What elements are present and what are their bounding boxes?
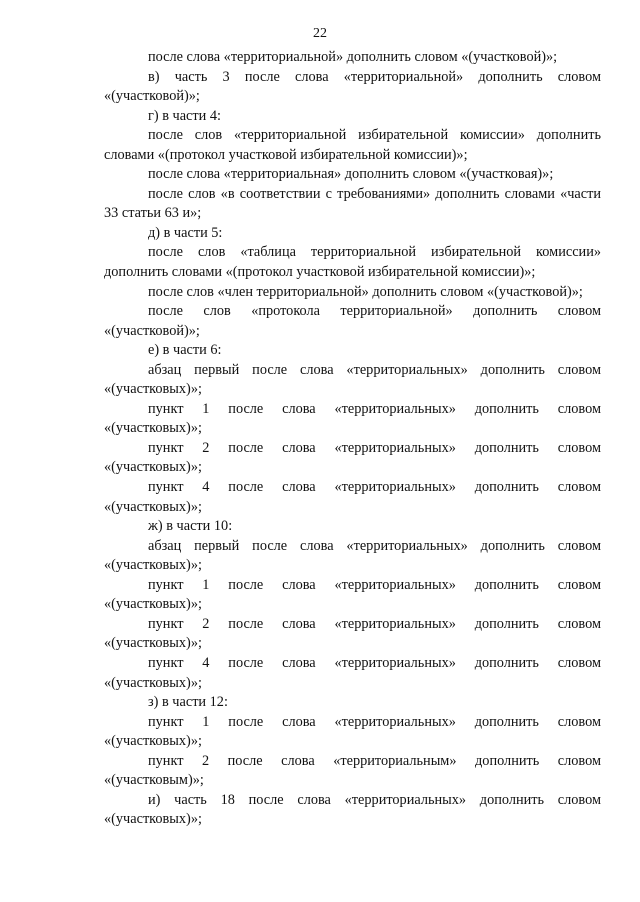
paragraph: пункт 1 после слова «территориальных» дополнить словом «(участковых)»; xyxy=(104,400,601,437)
paragraph: пункт 4 после слова «территориальных» дополнить словом «(участковых)»; xyxy=(104,479,601,515)
paragraph: пункт 2 после слова «территориальных» дополнить словом «(участковых)»; xyxy=(104,615,601,652)
paragraph: з) в части 12: xyxy=(148,694,228,711)
paragraph: в) часть 3 после слова «территориальной» дополнить словом «(участковой)»; xyxy=(104,68,601,105)
paragraph: г) в части 4: xyxy=(148,107,221,124)
paragraph: пункт 4 после слова «территориальных» дополнить словом «(участковых)»; xyxy=(104,654,601,691)
paragraph: абзац первый после слова «территориальных» дополнить словом «(участковых)»; xyxy=(104,537,601,574)
paragraph: пункт 1 после слова «территориальных» дополнить словом «(участковых)»; xyxy=(104,576,601,613)
paragraph: пункт 2 после слова «территориальным» дополнить словом «(участковым)»; xyxy=(104,752,601,789)
paragraph: после слова «территориальная» дополнить словом «(участковая)»; xyxy=(148,166,554,183)
paragraph: пункт 2 после слова «территориальных» дополнить словом «(участковых)»; xyxy=(104,439,601,476)
paragraph: ж) в части 10: xyxy=(148,518,233,535)
document-body xyxy=(104,48,601,830)
paragraph: д) в части 5: xyxy=(148,224,223,241)
paragraph: е) в части 6: xyxy=(148,342,222,359)
paragraph: после слов «член территориальной» дополнить словом «(участковой)»; xyxy=(148,283,583,300)
paragraph: абзац первый после слова «территориальных» дополнить словом «(участковых)»; xyxy=(104,361,601,398)
page-number: 22 xyxy=(313,26,327,41)
paragraph: после слов «территориальной избирательной комиссии» дополнить словами «(протокол участковой избирательной комиссии)»; xyxy=(104,127,601,163)
paragraph: и) часть 18 после слова «территориальных» дополнить словом «(участковых)»; xyxy=(104,791,601,828)
paragraph: пункт 1 после слова «территориальных» дополнить словом «(участковых)»; xyxy=(104,713,601,750)
paragraph: после слов «протокола территориальной» дополнить словом «(участковой)»; xyxy=(104,303,601,339)
paragraph: после слов «в соответствии с требованиями» дополнить словами «части 33 статьи 63 и»; xyxy=(104,185,601,222)
paragraph: после слова «территориальной» дополнить словом «(участковой)»; xyxy=(148,49,558,65)
paragraph: после слов «таблица территориальной избирательной комиссии» дополнить словами «(протокол участковой избирательной комиссии)»; xyxy=(104,244,601,281)
